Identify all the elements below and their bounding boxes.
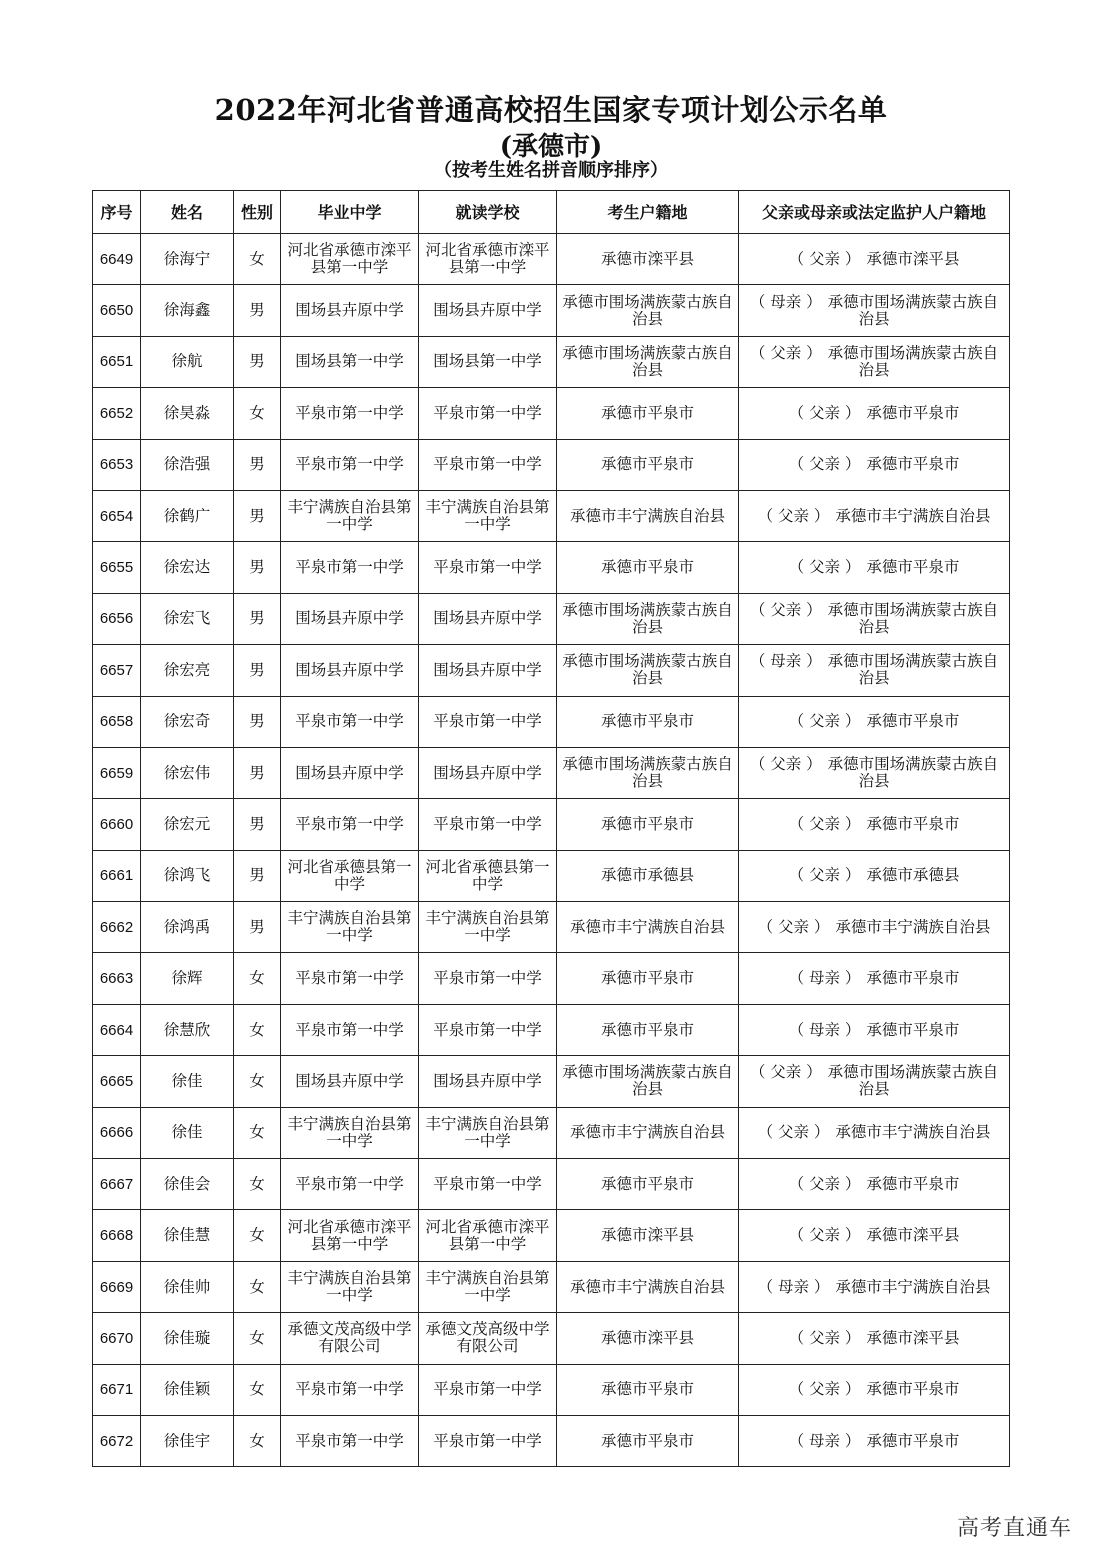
guardian-household-cell — [739, 490, 1010, 541]
student-name-cell: 徐佳宇 — [141, 1415, 234, 1466]
current-school-cell: 围场县卉原中学 — [419, 645, 557, 696]
guardian-relation: （ 父亲 ） — [788, 455, 861, 474]
guardian-place: 承德市平泉市 — [866, 1380, 960, 1399]
graduated-school-cell: 平泉市第一中学 — [281, 1364, 419, 1415]
guardian-household-cell — [739, 234, 1010, 285]
table-row — [93, 1056, 1010, 1107]
current-school-cell: 围场县第一中学 — [419, 336, 557, 387]
graduated-school-cell: 丰宁满族自治县第一中学 — [281, 490, 419, 541]
gender-cell: 女 — [234, 953, 281, 1004]
graduated-school-cell: 平泉市第一中学 — [281, 799, 419, 850]
row-number-cell: 6668 — [93, 1210, 141, 1261]
student-name-cell: 徐佳璇 — [141, 1313, 234, 1364]
guardian-relation: （ 父亲 ） — [788, 403, 861, 422]
guardian-relation: （ 父亲 ） — [788, 866, 861, 885]
guardian-place: 承德市围场满族蒙古族自治县 — [827, 1063, 999, 1099]
student-household-cell: 承德市滦平县 — [557, 234, 739, 285]
watermark: 高考直通车 — [956, 1516, 1072, 1541]
student-name-cell: 徐鹤广 — [141, 490, 234, 541]
student-name-cell: 徐海宁 — [141, 234, 234, 285]
guardian-place: 承德市围场满族蒙古族自治县 — [827, 755, 999, 791]
table-row — [93, 953, 1010, 1004]
column-header: 父亲或母亲或法定监护人户籍地 — [739, 191, 1010, 234]
guardian-relation: （ 父亲 ） — [757, 1123, 830, 1142]
table-row — [93, 902, 1010, 953]
current-school-cell: 围场县卉原中学 — [419, 285, 557, 336]
gender-cell: 男 — [234, 542, 281, 593]
graduated-school-cell: 围场县卉原中学 — [281, 285, 419, 336]
graduated-school-cell: 围场县第一中学 — [281, 336, 419, 387]
row-number-cell: 6669 — [93, 1261, 141, 1312]
guardian-relation: （ 母亲 ） — [788, 1020, 861, 1039]
guardian-household-cell — [739, 593, 1010, 644]
guardian-household-cell — [739, 645, 1010, 696]
gender-cell: 女 — [234, 234, 281, 285]
current-school-cell: 河北省承德市滦平县第一中学 — [419, 234, 557, 285]
row-number-cell: 6664 — [93, 1004, 141, 1055]
table-row — [93, 1210, 1010, 1261]
guardian-household-cell — [739, 1261, 1010, 1312]
gender-cell: 女 — [234, 1261, 281, 1312]
guardian-relation: （ 父亲 ） — [788, 712, 861, 731]
student-household-cell: 承德市围场满族蒙古族自治县 — [557, 645, 739, 696]
guardian-relation: （ 父亲 ） — [788, 1380, 861, 1399]
guardian-relation: （ 父亲 ） — [749, 600, 822, 619]
guardian-relation: （ 父亲 ） — [749, 755, 822, 774]
gender-cell: 男 — [234, 645, 281, 696]
table-row — [93, 542, 1010, 593]
student-household-cell: 承德市丰宁满族自治县 — [557, 902, 739, 953]
guardian-relation: （ 父亲 ） — [749, 1063, 822, 1082]
guardian-place: 承德市围场满族蒙古族自治县 — [827, 292, 999, 328]
guardian-relation: （ 父亲 ） — [788, 558, 861, 577]
student-household-cell: 承德市平泉市 — [557, 542, 739, 593]
row-number-cell: 6661 — [93, 850, 141, 901]
guardian-household-cell — [739, 388, 1010, 439]
table-header-row — [93, 191, 1010, 234]
row-number-cell: 6650 — [93, 285, 141, 336]
graduated-school-cell: 围场县卉原中学 — [281, 593, 419, 644]
graduated-school-cell: 围场县卉原中学 — [281, 1056, 419, 1107]
graduated-school-cell: 平泉市第一中学 — [281, 1159, 419, 1210]
guardian-place: 承德市平泉市 — [866, 814, 960, 833]
gender-cell: 男 — [234, 439, 281, 490]
student-name-cell: 徐宏飞 — [141, 593, 234, 644]
student-name-cell: 徐宏伟 — [141, 747, 234, 798]
table-row — [93, 336, 1010, 387]
guardian-relation: （ 父亲 ） — [788, 1174, 861, 1193]
table-row — [93, 1364, 1010, 1415]
guardian-household-cell — [739, 439, 1010, 490]
guardian-place: 承德市平泉市 — [866, 558, 960, 577]
gender-cell: 女 — [234, 1159, 281, 1210]
gender-cell: 男 — [234, 850, 281, 901]
table-row — [93, 439, 1010, 490]
student-household-cell: 承德市平泉市 — [557, 1364, 739, 1415]
column-header: 姓名 — [141, 191, 234, 234]
gender-cell: 男 — [234, 285, 281, 336]
current-school-cell: 平泉市第一中学 — [419, 1364, 557, 1415]
student-household-cell: 承德市平泉市 — [557, 799, 739, 850]
row-number-cell: 6653 — [93, 439, 141, 490]
row-number-cell: 6656 — [93, 593, 141, 644]
student-name-cell: 徐浩强 — [141, 439, 234, 490]
student-household-cell: 承德市滦平县 — [557, 1210, 739, 1261]
guardian-household-cell — [739, 285, 1010, 336]
guardian-household-cell — [739, 1210, 1010, 1261]
student-household-cell: 承德市围场满族蒙古族自治县 — [557, 336, 739, 387]
graduated-school-cell: 平泉市第一中学 — [281, 1004, 419, 1055]
table-row — [93, 285, 1010, 336]
graduated-school-cell: 丰宁满族自治县第一中学 — [281, 1107, 419, 1158]
table-row — [93, 747, 1010, 798]
row-number-cell: 6652 — [93, 388, 141, 439]
student-name-cell: 徐佳会 — [141, 1159, 234, 1210]
student-name-cell: 徐宏元 — [141, 799, 234, 850]
student-household-cell: 承德市平泉市 — [557, 1159, 739, 1210]
row-number-cell: 6654 — [93, 490, 141, 541]
graduated-school-cell: 河北省承德市滦平县第一中学 — [281, 234, 419, 285]
guardian-place: 承德市平泉市 — [866, 455, 960, 474]
table-row — [93, 1415, 1010, 1466]
current-school-cell: 围场县卉原中学 — [419, 1056, 557, 1107]
student-name-cell: 徐慧欣 — [141, 1004, 234, 1055]
student-household-cell: 承德市围场满族蒙古族自治县 — [557, 1056, 739, 1107]
document-title: 2022年河北省普通高校招生国家专项计划公示名单 — [214, 93, 888, 127]
student-household-cell: 承德市滦平县 — [557, 1313, 739, 1364]
column-header: 序号 — [93, 191, 141, 234]
gender-cell: 女 — [234, 388, 281, 439]
table-row — [93, 850, 1010, 901]
student-name-cell: 徐宏达 — [141, 542, 234, 593]
table-row — [93, 593, 1010, 644]
row-number-cell: 6660 — [93, 799, 141, 850]
row-number-cell: 6665 — [93, 1056, 141, 1107]
sort-note: （按考生姓名拼音顺序排序） — [434, 160, 668, 181]
guardian-place: 承德市平泉市 — [866, 403, 960, 422]
student-household-cell: 承德市围场满族蒙古族自治县 — [557, 747, 739, 798]
row-number-cell: 6672 — [93, 1415, 141, 1466]
current-school-cell: 平泉市第一中学 — [419, 696, 557, 747]
current-school-cell: 河北省承德市滦平县第一中学 — [419, 1210, 557, 1261]
current-school-cell: 平泉市第一中学 — [419, 1159, 557, 1210]
student-name-cell: 徐宏亮 — [141, 645, 234, 696]
table-row — [93, 234, 1010, 285]
gender-cell: 男 — [234, 696, 281, 747]
gender-cell: 男 — [234, 902, 281, 953]
current-school-cell: 丰宁满族自治县第一中学 — [419, 490, 557, 541]
row-number-cell: 6651 — [93, 336, 141, 387]
guardian-relation: （ 母亲 ） — [788, 1431, 861, 1450]
student-name-cell: 徐辉 — [141, 953, 234, 1004]
student-household-cell: 承德市承德县 — [557, 850, 739, 901]
student-name-cell: 徐佳慧 — [141, 1210, 234, 1261]
gender-cell: 男 — [234, 747, 281, 798]
row-number-cell: 6659 — [93, 747, 141, 798]
student-household-cell: 承德市丰宁满族自治县 — [557, 1107, 739, 1158]
student-name-cell: 徐佳颖 — [141, 1364, 234, 1415]
student-household-cell: 承德市平泉市 — [557, 696, 739, 747]
table-row — [93, 1107, 1010, 1158]
student-household-cell: 承德市围场满族蒙古族自治县 — [557, 285, 739, 336]
table-row — [93, 645, 1010, 696]
guardian-relation: （ 父亲 ） — [749, 343, 822, 362]
student-household-cell: 承德市平泉市 — [557, 953, 739, 1004]
current-school-cell: 围场县卉原中学 — [419, 593, 557, 644]
table-row — [93, 1159, 1010, 1210]
student-name-cell: 徐鸿飞 — [141, 850, 234, 901]
row-number-cell: 6657 — [93, 645, 141, 696]
current-school-cell: 丰宁满族自治县第一中学 — [419, 1107, 557, 1158]
guardian-relation: （ 父亲 ） — [757, 506, 830, 525]
student-household-cell: 承德市平泉市 — [557, 388, 739, 439]
guardian-household-cell — [739, 1004, 1010, 1055]
graduated-school-cell: 丰宁满族自治县第一中学 — [281, 902, 419, 953]
guardian-household-cell — [739, 953, 1010, 1004]
graduated-school-cell: 承德文茂高级中学有限公司 — [281, 1313, 419, 1364]
row-number-cell: 6671 — [93, 1364, 141, 1415]
graduated-school-cell: 河北省承德县第一中学 — [281, 850, 419, 901]
graduated-school-cell: 平泉市第一中学 — [281, 388, 419, 439]
student-household-cell: 承德市丰宁满族自治县 — [557, 490, 739, 541]
guardian-place: 承德市围场满族蒙古族自治县 — [827, 600, 999, 636]
column-header: 毕业中学 — [281, 191, 419, 234]
guardian-place: 承德市平泉市 — [866, 969, 960, 988]
column-header: 考生户籍地 — [557, 191, 739, 234]
table-row — [93, 490, 1010, 541]
graduated-school-cell: 平泉市第一中学 — [281, 542, 419, 593]
table-row — [93, 1313, 1010, 1364]
table-row — [93, 799, 1010, 850]
student-name-cell: 徐宏奇 — [141, 696, 234, 747]
current-school-cell: 平泉市第一中学 — [419, 1004, 557, 1055]
guardian-place: 承德市滦平县 — [866, 1328, 960, 1347]
gender-cell: 女 — [234, 1415, 281, 1466]
student-name-cell: 徐航 — [141, 336, 234, 387]
gender-cell: 女 — [234, 1364, 281, 1415]
column-header: 性别 — [234, 191, 281, 234]
guardian-place: 承德市丰宁满族自治县 — [835, 1277, 991, 1296]
guardian-place: 承德市滦平县 — [866, 1226, 960, 1245]
table-row — [93, 696, 1010, 747]
guardian-place: 承德市丰宁满族自治县 — [835, 506, 991, 525]
guardian-relation: （ 母亲 ） — [788, 969, 861, 988]
graduated-school-cell: 围场县卉原中学 — [281, 645, 419, 696]
student-name-cell: 徐昊淼 — [141, 388, 234, 439]
student-name-cell: 徐佳帅 — [141, 1261, 234, 1312]
graduated-school-cell: 丰宁满族自治县第一中学 — [281, 1261, 419, 1312]
current-school-cell: 平泉市第一中学 — [419, 953, 557, 1004]
row-number-cell: 6655 — [93, 542, 141, 593]
gender-cell: 男 — [234, 490, 281, 541]
current-school-cell: 平泉市第一中学 — [419, 542, 557, 593]
student-household-cell: 承德市围场满族蒙古族自治县 — [557, 593, 739, 644]
guardian-household-cell — [739, 747, 1010, 798]
guardian-place: 承德市滦平县 — [866, 249, 960, 268]
graduated-school-cell: 河北省承德市滦平县第一中学 — [281, 1210, 419, 1261]
row-number-cell: 6667 — [93, 1159, 141, 1210]
table-row — [93, 388, 1010, 439]
current-school-cell: 围场县卉原中学 — [419, 747, 557, 798]
guardian-place: 承德市平泉市 — [866, 1431, 960, 1450]
guardian-place: 承德市丰宁满族自治县 — [835, 917, 991, 936]
gender-cell: 男 — [234, 799, 281, 850]
student-name-cell: 徐鸿禹 — [141, 902, 234, 953]
guardian-relation: （ 母亲 ） — [749, 292, 822, 311]
gender-cell: 女 — [234, 1056, 281, 1107]
student-name-cell: 徐海鑫 — [141, 285, 234, 336]
graduated-school-cell: 平泉市第一中学 — [281, 696, 419, 747]
current-school-cell: 丰宁满族自治县第一中学 — [419, 902, 557, 953]
guardian-household-cell — [739, 542, 1010, 593]
gender-cell: 女 — [234, 1313, 281, 1364]
guardian-household-cell — [739, 696, 1010, 747]
guardian-household-cell — [739, 850, 1010, 901]
guardian-household-cell — [739, 1056, 1010, 1107]
student-household-cell: 承德市平泉市 — [557, 1004, 739, 1055]
graduated-school-cell: 平泉市第一中学 — [281, 439, 419, 490]
current-school-cell: 平泉市第一中学 — [419, 439, 557, 490]
guardian-household-cell — [739, 1159, 1010, 1210]
guardian-relation: （ 父亲 ） — [788, 1328, 861, 1347]
gender-cell: 女 — [234, 1107, 281, 1158]
gender-cell: 男 — [234, 593, 281, 644]
current-school-cell: 平泉市第一中学 — [419, 1415, 557, 1466]
student-household-cell: 承德市平泉市 — [557, 439, 739, 490]
guardian-household-cell — [739, 1313, 1010, 1364]
guardian-place: 承德市承德县 — [866, 866, 960, 885]
row-number-cell: 6663 — [93, 953, 141, 1004]
candidate-table — [92, 190, 1010, 1467]
student-name-cell: 徐佳 — [141, 1056, 234, 1107]
guardian-relation: （ 父亲 ） — [788, 814, 861, 833]
graduated-school-cell: 平泉市第一中学 — [281, 953, 419, 1004]
guardian-place: 承德市围场满族蒙古族自治县 — [827, 343, 999, 379]
current-school-cell: 河北省承德县第一中学 — [419, 850, 557, 901]
row-number-cell: 6649 — [93, 234, 141, 285]
guardian-place: 承德市围场满族蒙古族自治县 — [827, 652, 999, 688]
student-name-cell: 徐佳 — [141, 1107, 234, 1158]
guardian-place: 承德市平泉市 — [866, 712, 960, 731]
guardian-household-cell — [739, 902, 1010, 953]
gender-cell: 女 — [234, 1004, 281, 1055]
current-school-cell: 承德文茂高级中学有限公司 — [419, 1313, 557, 1364]
guardian-household-cell — [739, 1415, 1010, 1466]
table-row — [93, 1261, 1010, 1312]
guardian-relation: （ 父亲 ） — [757, 917, 830, 936]
guardian-relation: （ 母亲 ） — [757, 1277, 830, 1296]
current-school-cell: 丰宁满族自治县第一中学 — [419, 1261, 557, 1312]
gender-cell: 女 — [234, 1210, 281, 1261]
guardian-place: 承德市丰宁满族自治县 — [835, 1123, 991, 1142]
document-subtitle: (承德市) — [499, 132, 603, 162]
student-household-cell: 承德市丰宁满族自治县 — [557, 1261, 739, 1312]
guardian-household-cell — [739, 336, 1010, 387]
table-row — [93, 1004, 1010, 1055]
graduated-school-cell: 平泉市第一中学 — [281, 1415, 419, 1466]
student-household-cell: 承德市平泉市 — [557, 1415, 739, 1466]
guardian-relation: （ 父亲 ） — [788, 249, 861, 268]
row-number-cell: 6670 — [93, 1313, 141, 1364]
column-header: 就读学校 — [419, 191, 557, 234]
current-school-cell: 平泉市第一中学 — [419, 388, 557, 439]
guardian-relation: （ 父亲 ） — [788, 1226, 861, 1245]
graduated-school-cell: 围场县卉原中学 — [281, 747, 419, 798]
guardian-relation: （ 母亲 ） — [749, 652, 822, 671]
guardian-household-cell — [739, 799, 1010, 850]
guardian-household-cell — [739, 1364, 1010, 1415]
row-number-cell: 6658 — [93, 696, 141, 747]
current-school-cell: 平泉市第一中学 — [419, 799, 557, 850]
gender-cell: 男 — [234, 336, 281, 387]
row-number-cell: 6662 — [93, 902, 141, 953]
guardian-household-cell — [739, 1107, 1010, 1158]
guardian-place: 承德市平泉市 — [866, 1174, 960, 1193]
guardian-place: 承德市平泉市 — [866, 1020, 960, 1039]
row-number-cell: 6666 — [93, 1107, 141, 1158]
